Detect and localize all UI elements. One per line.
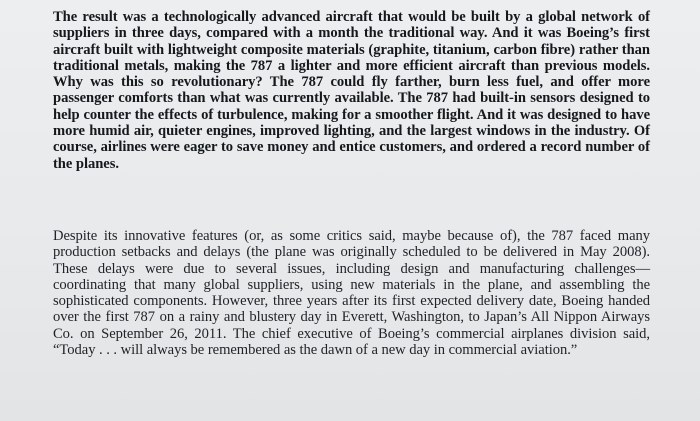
paragraph-1: The result was a technologically advanced aircraft that would be built by a global network of suppliers in three days, compared with a month the traditional way. And it was Boeing’s first aircraft built with lightweight composite materials (graphite, titanium, carbon fibre) rather than traditional metals, making the 787 a lighter and more efficient aircraft than previous models. Why was this so revolutionary? The 787 could fly farther, burn less fuel, and offer more passenger comforts than what was currently available. The 787 had built-in sensors designed to help counter the effects of turbulence, making for a smoother flight. And it was designed to have more humid air, quieter engines, improved lighting, and the largest windows in the industry. Of course, airlines were eager to save money and entice customers, and ordered a record number of the planes. (53, 9, 650, 172)
paragraph-2: Despite its innovative features (or, as some critics said, maybe because of), the 787 faced many production setbacks and delays (the plane was originally scheduled to be delivered in May 2008). These delays were due to several issues, including design and manufacturing challenges—coordinating that many global suppliers, using new materials in the plane, and assembling the sophisticated components. However, three years after its first expected delivery date, Boeing handed over the first 787 on a rainy and blustery day in Everett, Washington, to Japan’s All Nippon Airways Co. on September 26, 2011. The chief executive of Boeing’s commercial airplanes division said, “Today . . . will always be remembered as the dawn of a new day in commercial aviation.” (53, 228, 650, 359)
